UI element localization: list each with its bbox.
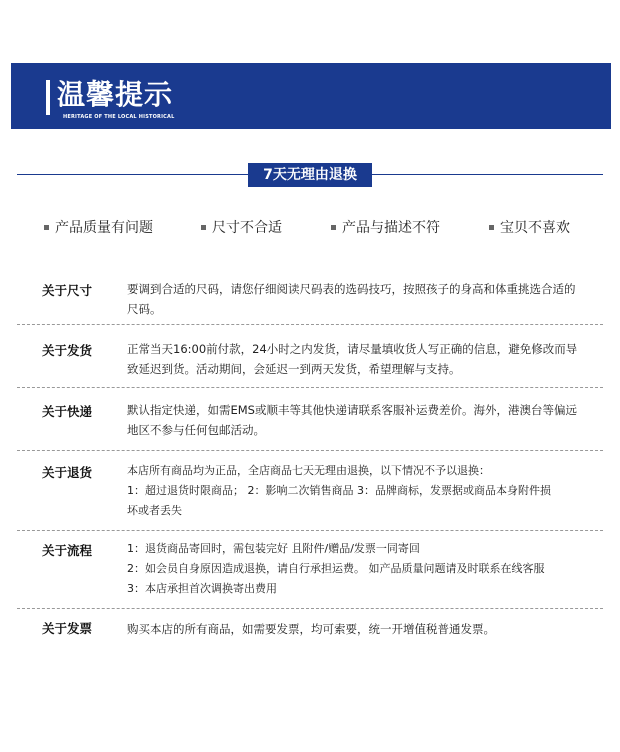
reason-label: 产品质量有问题	[55, 220, 153, 236]
row-body	[127, 539, 597, 599]
row-text-line: 购买本店的所有商品，如需要发票，均可索要，统一开增值税普通发票。	[127, 622, 495, 636]
row-text-line: 地区不参与任何包邮活动。	[127, 423, 265, 437]
row-text-line: 本店所有商品均为正品，全店商品七天无理由退换，以下情况不予以退换：	[127, 464, 490, 477]
row-text-line: 致延迟到货。活动期间，会延迟一到两天发货，希望理解与支持。	[127, 362, 461, 376]
row-divider	[17, 608, 603, 609]
square-bullet-icon	[201, 225, 206, 230]
row-divider	[17, 387, 603, 388]
row-text-line: 1：超过退货时限商品； 2：影响二次销售商品 3：品牌商标，发票据或商品本身附件损	[127, 484, 551, 497]
row-text-line: 正常当天16:00前付款，24小时之内发货，请尽量填收货人写正确的信息，避免修改而导	[127, 342, 578, 356]
row-text-line: 默认指定快递，如需EMS或顺丰等其他快递请联系客服补运费差价。海外，港澳台等偏远	[127, 403, 577, 417]
row-body	[127, 619, 597, 639]
reason-label: 尺寸不合适	[212, 220, 282, 236]
row-label: 关于尺寸	[42, 283, 93, 298]
square-bullet-icon	[489, 225, 494, 230]
row-label: 关于快递	[42, 404, 93, 419]
row-divider	[17, 324, 603, 325]
row-divider	[17, 450, 603, 451]
reason-item	[201, 218, 282, 238]
reason-label: 产品与描述不符	[342, 220, 440, 236]
return-reasons	[0, 218, 620, 238]
reason-label: 宝贝不喜欢	[500, 220, 570, 236]
row-label: 关于退货	[42, 465, 93, 480]
row-label: 关于发货	[42, 343, 93, 358]
reason-item	[489, 218, 570, 238]
square-bullet-icon	[331, 225, 336, 230]
banner-title: 温馨提示	[57, 78, 174, 111]
banner-subtitle: HERITAGE OF THE LOCAL HISTORICAL	[63, 114, 175, 120]
row-text-line: 3：本店承担首次调换寄出费用	[127, 582, 277, 595]
row-body	[127, 400, 597, 440]
row-divider	[17, 530, 603, 531]
square-bullet-icon	[44, 225, 49, 230]
reason-item	[331, 218, 440, 238]
reason-item	[44, 218, 153, 238]
row-body	[127, 461, 597, 521]
section-tag: 7天无理由退换	[248, 163, 372, 187]
row-label: 关于发票	[42, 621, 93, 636]
row-text-line: 坏或者丢失	[127, 504, 182, 517]
row-text-line: 尺码。	[127, 302, 162, 316]
row-text-line: 1：退货商品寄回时，需包装完好 且附件/赠品/发票一同寄回	[127, 542, 420, 555]
row-body	[127, 279, 597, 319]
header-banner	[11, 63, 611, 129]
row-body	[127, 339, 597, 379]
row-label: 关于流程	[42, 543, 93, 558]
row-text-line: 要调到合适的尺码，请您仔细阅读尺码表的选码技巧，按照孩子的身高和体重挑选合适的	[127, 282, 576, 296]
row-text-line: 2：如会员自身原因造成退换，请自行承担运费。 如产品质量问题请及时联系在线客服	[127, 562, 545, 575]
banner-accent-bar	[46, 80, 50, 115]
